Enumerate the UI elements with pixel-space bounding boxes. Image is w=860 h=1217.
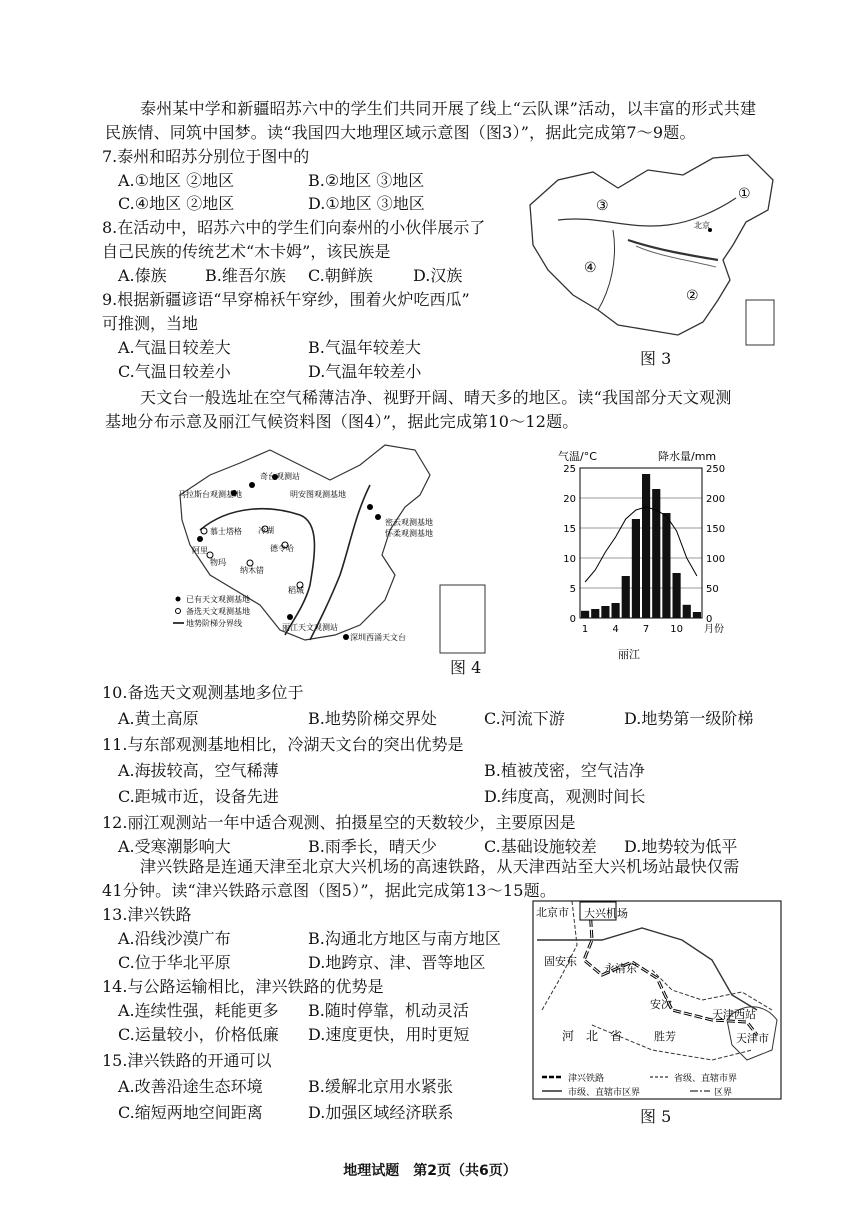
figure-3-map [518, 150, 780, 350]
q9-option-c: C.气温日较差小 [118, 362, 231, 381]
legend-candidate: 备选天文观测基地 [186, 607, 250, 616]
q12-option-d: D.地势较为低平 [624, 837, 738, 856]
q10-option-a: A.黄土高原 [118, 709, 199, 728]
q10-option-d: D.地势第一级阶梯 [624, 709, 754, 728]
precip-bar [581, 611, 589, 618]
legend-district-border: 区界 [714, 1088, 733, 1098]
x-tick: 4 [612, 624, 619, 635]
y-tick-left: 5 [569, 584, 576, 595]
intro-2-line1: 天文台一般选址在空气稀薄洁净、视野开阔、晴天多的地区。读“我国部分天文观测 [140, 388, 732, 407]
q8-option-d: D.汉族 [413, 266, 463, 285]
page-footer: 地理试题 第2页（共6页） [343, 1163, 517, 1179]
q11-option-c: C.距城市近，设备先进 [118, 787, 279, 806]
y-tick-left: 20 [563, 494, 576, 505]
q13-stem: 13.津兴铁路 [102, 905, 192, 924]
x-tick: 7 [642, 624, 650, 635]
figure-5-map [532, 900, 782, 1100]
q14-option-b: B.随时停靠，机动灵活 [308, 1001, 469, 1020]
q7-option-d: D.①地区 ③地区 [308, 194, 425, 213]
q14-option-d: D.速度更快，用时更短 [308, 1025, 470, 1044]
label-malasitai: 马拉斯台观测基地 [178, 490, 242, 499]
q9-stem-line1: 9.根据新疆谚语“早穿棉袄午穿纱，围着火炉吃西瓜” [102, 290, 470, 309]
label-mushitage: 慕士塔格 [210, 527, 242, 536]
q14-option-c: C.运量较小，价格低廉 [118, 1025, 279, 1044]
q7-option-b: B.②地区 ③地区 [308, 171, 425, 190]
y-tick-right: 50 [706, 584, 719, 595]
temperature-line [585, 507, 697, 582]
q13-option-c: C.位于华北平原 [118, 953, 231, 972]
y-tick-left: 15 [563, 524, 576, 535]
x-tick: 10 [670, 624, 683, 635]
q9-option-b: B.气温年较差大 [308, 338, 421, 357]
precip-bar [612, 603, 620, 618]
label-anci: 安次 [650, 998, 672, 1011]
label-yongqing-dong: 永清东 [604, 962, 637, 975]
precip-bar [591, 609, 599, 618]
precip-bar [693, 612, 701, 618]
q11-option-d: D.纬度高，观测时间长 [484, 787, 646, 806]
q7-stem: 7.泰州和昭苏分别位于图中的 [102, 147, 310, 166]
beijing-label: 北京 [694, 221, 710, 230]
q11-stem: 11.与东部观测基地相比，冷湖天文台的突出优势是 [102, 735, 464, 754]
label-daocheng: 稻城 [288, 586, 304, 595]
q15-option-b: B.缓解北京用水紧张 [308, 1077, 453, 1096]
q15-option-c: C.缩短两地空间距离 [118, 1103, 263, 1122]
label-tianjin-west: 天津西站 [712, 1008, 756, 1021]
precip-bar [642, 474, 650, 618]
y-tick-right: 100 [706, 554, 726, 565]
y-tick-right: 0 [706, 614, 713, 625]
y-tick-left: 0 [569, 614, 576, 625]
x-tick: 1 [581, 624, 589, 635]
lijiang-climate-chart [548, 446, 748, 668]
intro-3-line2: 41分钟。读“津兴铁路示意图（图5）”，据此完成第13～15题。 [102, 881, 557, 900]
q14-stem: 14.与公路运输相比，津兴铁路的优势是 [102, 977, 384, 996]
q8-option-b: B.维吾尔族 [205, 266, 286, 285]
figure-4-caption: 图 4 [450, 658, 482, 677]
region-2-label: ② [686, 288, 699, 304]
q12-option-c: C.基础设施较差 [484, 837, 597, 856]
region-3-label: ③ [596, 198, 609, 214]
q11-option-b: B.植被茂密，空气洁净 [484, 761, 645, 780]
q8-option-a: A.傣族 [118, 266, 167, 285]
q13-option-b: B.沟通北方地区与南方地区 [308, 929, 501, 948]
plot-frame [580, 468, 702, 618]
label-wuma: 物玛 [210, 558, 226, 567]
x-tick: 月份 [704, 624, 724, 635]
q11-option-a: A.海拔较高，空气稀薄 [118, 761, 279, 780]
precip-bar [622, 576, 630, 618]
legend-city-border: 市级、直辖市区界 [568, 1088, 641, 1098]
y-tick-right: 250 [706, 464, 726, 475]
label-hebei: 河 北 省 [562, 1029, 623, 1043]
q9-option-d: D.气温年较差小 [308, 362, 422, 381]
label-beijing: 北京市 [536, 906, 569, 919]
y-tick-right: 150 [706, 524, 726, 535]
y-axis-right-label: 降水量/mm [658, 450, 717, 463]
figure-5-caption: 图 5 [640, 1107, 672, 1126]
q7-option-c: C.④地区 ②地区 [118, 194, 235, 213]
chart-title: 丽江 [618, 648, 640, 661]
label-shengfang: 胜芳 [654, 1030, 676, 1043]
q8-stem-line1: 8.在活动中，昭苏六中的学生们向泰州的小伙伴展示了 [102, 218, 486, 237]
label-shenzhen: 深圳西涌天文台 [350, 633, 406, 642]
label-lenghu: 冷湖 [258, 526, 274, 535]
precip-bar [673, 573, 681, 618]
label-lijiang: 丽江天文观测站 [282, 623, 338, 632]
q15-stem: 15.津兴铁路的开通可以 [102, 1051, 272, 1070]
y-axis-left-label: 气温/°C [558, 450, 597, 463]
intro-1-line2: 民族情、同筑中国梦。读“我国四大地理区域示意图（图3）”，据此完成第7～9题。 [105, 123, 696, 142]
precip-bar [601, 606, 609, 618]
label-qitai: 奇台观测站 [260, 472, 300, 481]
q15-option-a: A.改善沿途生态环境 [118, 1077, 263, 1096]
label-tianjin: 天津市 [736, 1032, 769, 1045]
q9-option-a: A.气温日较差大 [118, 338, 231, 357]
label-ali: 阿里 [192, 546, 208, 555]
q14-option-a: A.连续性强，耗能更多 [118, 1001, 279, 1020]
label-huairou: 怀柔观测基地 [385, 529, 433, 538]
intro-3-line1: 津兴铁路是连通天津至北京大兴机场的高速铁路，从天津西站至大兴机场站最快仅需 [140, 857, 740, 876]
q7-option-a: A.①地区 ②地区 [118, 171, 235, 190]
figure-3-caption: 图 3 [640, 349, 672, 368]
region-4-label: ④ [584, 260, 597, 276]
legend-boundary: 地势阶梯分界线 [186, 619, 242, 628]
label-daxing-airport: 大兴机场 [584, 907, 628, 920]
precip-bar [652, 489, 660, 618]
label-namucuo: 纳木错 [240, 566, 264, 575]
y-tick-left: 25 [563, 464, 576, 475]
precip-bar [632, 519, 640, 618]
q13-option-a: A.沿线沙漠广布 [118, 929, 231, 948]
q12-option-b: B.雨季长，晴天少 [308, 837, 437, 856]
label-delingha: 德令哈 [270, 544, 294, 553]
region-1-label: ① [738, 186, 751, 202]
label-miyun: 密云观测基地 [385, 518, 433, 527]
q15-option-d: D.加强区域经济联系 [308, 1103, 454, 1122]
q10-option-c: C.河流下游 [484, 709, 565, 728]
intro-2-line2: 基地分布示意及丽江气候资料图（图4）”，据此完成第10～12题。 [105, 412, 579, 431]
precip-bar [662, 513, 670, 618]
label-guan-dong: 固安东 [544, 955, 577, 968]
intro-1-line1: 泰州某中学和新疆昭苏六中的学生们共同开展了线上“云队课”活动，以丰富的形式共建 [140, 99, 757, 118]
figure-4-map [170, 435, 490, 660]
q13-option-d: D.地跨京、津、晋等地区 [308, 953, 486, 972]
q9-stem-line2: 可推测，当地 [102, 314, 199, 333]
legend-railway: 津兴铁路 [568, 1074, 605, 1084]
precip-bar [683, 605, 691, 618]
y-tick-left: 10 [563, 554, 576, 565]
legend-province-border: 省级、直辖市界 [674, 1074, 738, 1084]
q8-stem-line2: 自己民族的传统艺术“木卡姆”，该民族是 [102, 242, 391, 261]
q10-option-b: B.地势阶梯交界处 [308, 709, 437, 728]
legend-existing: 已有天文观测基地 [186, 595, 250, 604]
q12-option-a: A.受寒潮影响大 [118, 837, 231, 856]
y-tick-right: 200 [706, 494, 726, 505]
q10-stem: 10.备选天文观测基地多位于 [102, 683, 304, 702]
label-minganto: 明安图观测基地 [290, 490, 346, 499]
q8-option-c: C.朝鲜族 [308, 266, 373, 285]
q12-stem: 12.丽江观测站一年中适合观测、拍摄星空的天数较少，主要原因是 [102, 813, 576, 832]
